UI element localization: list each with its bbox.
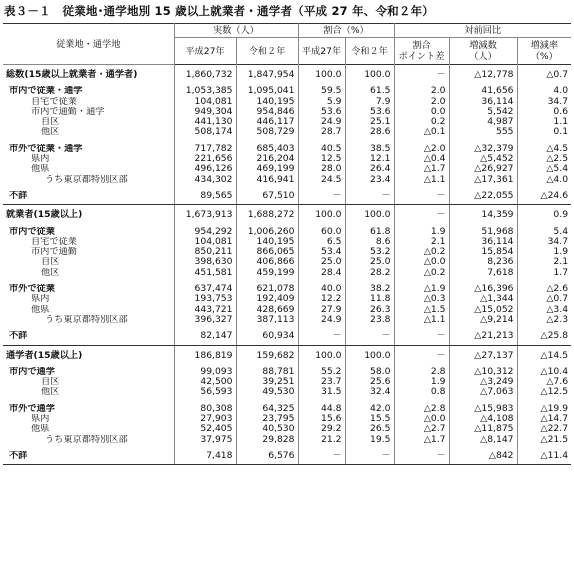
cell-point-diff: △1.5 bbox=[394, 305, 449, 315]
cell-h27-count: 82,147 bbox=[174, 331, 236, 345]
cell-r2-share: 61.8 bbox=[345, 227, 394, 237]
cell-h27-share: － bbox=[298, 331, 345, 345]
cell-r2-share: 61.5 bbox=[345, 86, 394, 96]
cell-change-rate: △2.6 bbox=[546, 284, 569, 295]
cell-r2-share: 25.0 bbox=[345, 257, 394, 267]
cell-point-diff: △1.1 bbox=[394, 315, 449, 325]
header-change-rate: 増減率 （%） bbox=[530, 40, 559, 62]
cell-r2-share: 26.3 bbox=[345, 305, 394, 315]
cell-r2-count: 685,403 bbox=[236, 144, 298, 154]
row-label: 市外で従業 bbox=[3, 284, 174, 294]
cell-change-count: △27,137 bbox=[449, 345, 517, 361]
cell-r2-count: 387,113 bbox=[236, 315, 298, 325]
table-row bbox=[3, 257, 571, 267]
cell-h27-share: － bbox=[298, 191, 345, 205]
row-label: 市内で通勤 bbox=[3, 247, 174, 257]
cell-r2-count: 1,095,041 bbox=[236, 86, 298, 96]
row-label: 他区 bbox=[3, 387, 174, 397]
header-h27-count: 平成27年 bbox=[174, 38, 236, 65]
header-change-count: 増減数 （人） bbox=[449, 38, 517, 65]
cell-change-count: △22,055 bbox=[449, 191, 517, 205]
row-label: 自区 bbox=[3, 377, 174, 387]
cell-point-diff: △2.0 bbox=[394, 144, 449, 154]
cell-change-rate: △24.6 bbox=[517, 191, 571, 205]
cell-change-count: △12,778 bbox=[449, 65, 517, 81]
cell-r2-share: 26.4 bbox=[345, 164, 394, 174]
cell-r2-share: 7.9 bbox=[345, 97, 394, 107]
cell-r2-count: 508,729 bbox=[236, 127, 298, 137]
cell-point-diff: 1.9 bbox=[394, 377, 449, 387]
cell-change-rate: 34.7 bbox=[547, 96, 569, 107]
table-row bbox=[3, 127, 571, 137]
table-row bbox=[3, 117, 571, 127]
cell-point-diff: － bbox=[394, 345, 449, 361]
cell-h27-share: 40.0 bbox=[298, 284, 345, 294]
cell-point-diff: △2.8 bbox=[394, 404, 449, 414]
cell-change-rate: △12.5 bbox=[540, 387, 569, 398]
table-row bbox=[3, 247, 571, 257]
table-row bbox=[3, 451, 571, 465]
table-row bbox=[3, 175, 571, 185]
cell-point-diff: － bbox=[394, 451, 449, 465]
row-label: 市内で通勤・通学 bbox=[3, 107, 174, 117]
row-label: 市外で従業・通学 bbox=[3, 144, 174, 154]
cell-r2-count: 1,688,272 bbox=[236, 205, 298, 221]
header-group-counts: 実数（人） bbox=[174, 24, 298, 38]
cell-h27-share: 24.9 bbox=[298, 117, 345, 127]
cell-change-count: 8,236 bbox=[449, 257, 517, 267]
row-label: 通学者(15歳以上) bbox=[3, 345, 174, 361]
cell-h27-share: 100.0 bbox=[298, 205, 345, 221]
cell-change-count: △8,147 bbox=[449, 435, 517, 445]
table-row bbox=[3, 305, 571, 315]
cell-change-rate: △0.7 bbox=[546, 69, 569, 80]
cell-point-diff: △0.2 bbox=[394, 247, 449, 257]
cell-change-count: 41,656 bbox=[449, 86, 517, 96]
cell-r2-count: 1,006,260 bbox=[236, 227, 298, 237]
cell-point-diff: 2.0 bbox=[394, 86, 449, 96]
row-label: うち東京都特別区部 bbox=[3, 315, 174, 325]
cell-change-rate: △4.5 bbox=[546, 143, 569, 154]
cell-r2-share: 26.5 bbox=[345, 424, 394, 434]
cell-point-diff: △1.9 bbox=[394, 284, 449, 294]
cell-point-diff: － bbox=[394, 331, 449, 345]
cell-r2-count: 29,828 bbox=[236, 435, 298, 445]
cell-r2-count: 866,065 bbox=[236, 247, 298, 257]
row-label: 他県 bbox=[3, 164, 174, 174]
cell-change-count: 36,114 bbox=[449, 97, 517, 107]
cell-r2-share: 25.1 bbox=[345, 117, 394, 127]
cell-h27-count: 1,673,913 bbox=[174, 205, 236, 221]
cell-change-count: 555 bbox=[449, 127, 517, 137]
cell-change-rate: 2.1 bbox=[553, 257, 569, 268]
cell-r2-count: 159,682 bbox=[236, 345, 298, 361]
row-label: 県内 bbox=[3, 294, 174, 304]
cell-h27-share: 27.9 bbox=[298, 305, 345, 315]
cell-r2-count: 88,781 bbox=[236, 367, 298, 377]
header-r2-share: 令和２年 bbox=[345, 38, 394, 65]
row-label: 市内で通学 bbox=[3, 367, 174, 377]
cell-r2-share: 100.0 bbox=[345, 65, 394, 81]
row-label: 他県 bbox=[3, 424, 174, 434]
cell-change-count: 5,542 bbox=[449, 107, 517, 117]
cell-change-count: △842 bbox=[449, 451, 517, 465]
row-label: うち東京都特別区部 bbox=[3, 175, 174, 185]
cell-change-rate: △3.4 bbox=[546, 304, 569, 315]
cell-r2-share: 15.5 bbox=[345, 414, 394, 424]
cell-change-rate: 34.7 bbox=[547, 236, 569, 247]
cell-change-rate: △4.0 bbox=[546, 174, 569, 185]
cell-change-count: △16,396 bbox=[449, 284, 517, 294]
cell-h27-count: 398,630 bbox=[174, 257, 236, 267]
row-label: 他県 bbox=[3, 305, 174, 315]
cell-point-diff: 1.9 bbox=[394, 227, 449, 237]
cell-r2-count: 140,195 bbox=[236, 97, 298, 107]
table-header bbox=[3, 24, 571, 65]
row-label: 県内 bbox=[3, 154, 174, 164]
table-row bbox=[3, 367, 571, 377]
cell-point-diff: △1.7 bbox=[394, 435, 449, 445]
header-h27-share: 平成27年 bbox=[298, 38, 345, 65]
cell-r2-count: 140,195 bbox=[236, 237, 298, 247]
row-label: 市内で従業 bbox=[3, 227, 174, 237]
table-row bbox=[3, 345, 571, 361]
table-row bbox=[3, 191, 571, 205]
cell-h27-count: 80,308 bbox=[174, 404, 236, 414]
cell-point-diff: △0.0 bbox=[394, 257, 449, 267]
table-row bbox=[3, 435, 571, 445]
cell-r2-share: － bbox=[345, 331, 394, 345]
table-row bbox=[3, 268, 571, 278]
table-row bbox=[3, 331, 571, 345]
cell-h27-share: 100.0 bbox=[298, 345, 345, 361]
cell-h27-count: 99,093 bbox=[174, 367, 236, 377]
cell-point-diff: － bbox=[394, 65, 449, 81]
cell-h27-share: 28.0 bbox=[298, 164, 345, 174]
table-row bbox=[3, 414, 571, 424]
cell-change-count: 15,854 bbox=[449, 247, 517, 257]
cell-r2-count: 416,941 bbox=[236, 175, 298, 185]
header-group-change: 対前回比 bbox=[394, 24, 571, 38]
cell-r2-count: 40,530 bbox=[236, 424, 298, 434]
commute-table bbox=[3, 23, 571, 465]
cell-point-diff: △0.0 bbox=[394, 414, 449, 424]
row-label: 他区 bbox=[3, 127, 174, 137]
cell-r2-count: 49,530 bbox=[236, 387, 298, 397]
row-label: 自宅で従業 bbox=[3, 97, 174, 107]
cell-h27-count: 52,405 bbox=[174, 424, 236, 434]
cell-r2-share: 11.8 bbox=[345, 294, 394, 304]
table-row bbox=[3, 424, 571, 434]
cell-change-rate: △10.4 bbox=[540, 366, 569, 377]
cell-point-diff: △0.2 bbox=[394, 268, 449, 278]
header-r2-count: 令和２年 bbox=[236, 38, 298, 65]
table-row bbox=[3, 205, 571, 221]
cell-h27-count: 1,053,385 bbox=[174, 86, 236, 96]
cell-h27-share: 23.7 bbox=[298, 377, 345, 387]
cell-r2-share: 38.5 bbox=[345, 144, 394, 154]
cell-r2-count: 216,204 bbox=[236, 154, 298, 164]
cell-change-rate: 1.1 bbox=[553, 117, 569, 128]
table-row bbox=[3, 404, 571, 414]
row-label: 総数(15歳以上就業者・通学者) bbox=[3, 65, 174, 81]
cell-change-rate: △0.7 bbox=[546, 294, 569, 305]
cell-r2-share: 32.4 bbox=[345, 387, 394, 397]
cell-change-rate: 0.6 bbox=[553, 106, 569, 117]
cell-r2-count: 23,795 bbox=[236, 414, 298, 424]
cell-h27-count: 89,565 bbox=[174, 191, 236, 205]
table-row bbox=[3, 284, 571, 294]
table-row bbox=[3, 294, 571, 304]
cell-h27-count: 637,474 bbox=[174, 284, 236, 294]
cell-h27-share: 59.5 bbox=[298, 86, 345, 96]
table-row bbox=[3, 107, 571, 117]
cell-change-count: △4,108 bbox=[449, 414, 517, 424]
cell-change-rate: △19.9 bbox=[540, 403, 569, 414]
cell-r2-count: 192,409 bbox=[236, 294, 298, 304]
cell-h27-share: 55.2 bbox=[298, 367, 345, 377]
header-group-share: 割合（%） bbox=[298, 24, 394, 38]
cell-h27-count: 186,819 bbox=[174, 345, 236, 361]
table-row bbox=[3, 315, 571, 325]
cell-h27-count: 1,860,732 bbox=[174, 65, 236, 81]
cell-point-diff: 2.0 bbox=[394, 97, 449, 107]
cell-r2-count: 60,934 bbox=[236, 331, 298, 345]
table-row bbox=[3, 97, 571, 107]
cell-r2-share: 53.6 bbox=[345, 107, 394, 117]
row-label: 自宅で従業 bbox=[3, 237, 174, 247]
cell-point-diff: 2.8 bbox=[394, 367, 449, 377]
cell-point-diff: △0.3 bbox=[394, 294, 449, 304]
cell-h27-count: 221,656 bbox=[174, 154, 236, 164]
cell-point-diff: － bbox=[394, 191, 449, 205]
table-row bbox=[3, 227, 571, 237]
cell-r2-count: 1,847,954 bbox=[236, 65, 298, 81]
cell-h27-count: 508,174 bbox=[174, 127, 236, 137]
cell-h27-share: 40.5 bbox=[298, 144, 345, 154]
cell-point-diff: △0.4 bbox=[394, 154, 449, 164]
cell-h27-count: 443,721 bbox=[174, 305, 236, 315]
cell-change-rate: △2.3 bbox=[546, 314, 569, 325]
cell-change-count: △9,214 bbox=[449, 315, 517, 325]
header-point-diff: 割合 ポイント差 bbox=[394, 38, 449, 65]
cell-r2-share: 23.4 bbox=[345, 175, 394, 185]
cell-change-rate: 1.9 bbox=[553, 247, 569, 258]
cell-h27-count: 56,593 bbox=[174, 387, 236, 397]
cell-change-rate: 1.7 bbox=[553, 267, 569, 278]
cell-point-diff: 2.1 bbox=[394, 237, 449, 247]
cell-h27-count: 37,975 bbox=[174, 435, 236, 445]
cell-change-rate: △14.5 bbox=[540, 349, 569, 361]
cell-r2-share: 38.2 bbox=[345, 284, 394, 294]
cell-r2-count: 406,866 bbox=[236, 257, 298, 267]
row-label: 自区 bbox=[3, 257, 174, 267]
row-label: うち東京都特別区部 bbox=[3, 435, 174, 445]
cell-change-rate: △5.4 bbox=[546, 164, 569, 175]
cell-change-count: 51,968 bbox=[449, 227, 517, 237]
cell-h27-share: 15.6 bbox=[298, 414, 345, 424]
cell-h27-count: 441,130 bbox=[174, 117, 236, 127]
cell-change-count: △26,927 bbox=[449, 164, 517, 174]
cell-point-diff: △1.7 bbox=[394, 164, 449, 174]
cell-h27-count: 396,327 bbox=[174, 315, 236, 325]
cell-r2-count: 428,669 bbox=[236, 305, 298, 315]
cell-change-rate: 0.1 bbox=[553, 127, 569, 138]
cell-change-count: △17,361 bbox=[449, 175, 517, 185]
table-body bbox=[3, 65, 571, 465]
cell-point-diff: △1.1 bbox=[394, 175, 449, 185]
cell-r2-count: 954,846 bbox=[236, 107, 298, 117]
row-label: 自区 bbox=[3, 117, 174, 127]
cell-change-count: △11,875 bbox=[449, 424, 517, 434]
cell-change-count: △1,344 bbox=[449, 294, 517, 304]
table-row bbox=[3, 86, 571, 96]
cell-r2-share: 23.8 bbox=[345, 315, 394, 325]
cell-h27-count: 27,903 bbox=[174, 414, 236, 424]
cell-change-count: △15,052 bbox=[449, 305, 517, 315]
table-row bbox=[3, 144, 571, 154]
cell-r2-share: 100.0 bbox=[345, 345, 394, 361]
table-row bbox=[3, 164, 571, 174]
row-label: 不詳 bbox=[3, 451, 174, 465]
row-label: 不詳 bbox=[3, 331, 174, 345]
cell-change-count: 14,359 bbox=[449, 205, 517, 221]
table-row bbox=[3, 387, 571, 397]
cell-r2-count: 459,199 bbox=[236, 268, 298, 278]
cell-point-diff: △0.1 bbox=[394, 127, 449, 137]
cell-r2-share: － bbox=[345, 191, 394, 205]
cell-change-count: △5,452 bbox=[449, 154, 517, 164]
table-row bbox=[3, 237, 571, 247]
cell-h27-count: 7,418 bbox=[174, 451, 236, 465]
cell-h27-count: 42,500 bbox=[174, 377, 236, 387]
cell-h27-share: 24.9 bbox=[298, 315, 345, 325]
cell-r2-count: 446,117 bbox=[236, 117, 298, 127]
cell-r2-share: 53.2 bbox=[345, 247, 394, 257]
cell-r2-share: 25.6 bbox=[345, 377, 394, 387]
cell-h27-share: 28.7 bbox=[298, 127, 345, 137]
cell-h27-share: 100.0 bbox=[298, 65, 345, 81]
cell-point-diff: 0.2 bbox=[394, 117, 449, 127]
cell-r2-count: 621,078 bbox=[236, 284, 298, 294]
cell-h27-share: 28.4 bbox=[298, 268, 345, 278]
cell-h27-share: 29.2 bbox=[298, 424, 345, 434]
cell-r2-count: 469,199 bbox=[236, 164, 298, 174]
cell-change-rate: 5.4 bbox=[553, 226, 569, 237]
cell-change-rate: 0.9 bbox=[553, 209, 569, 221]
row-label: 市外で通学 bbox=[3, 404, 174, 414]
cell-h27-count: 954,292 bbox=[174, 227, 236, 237]
cell-h27-share: 60.0 bbox=[298, 227, 345, 237]
cell-h27-count: 451,581 bbox=[174, 268, 236, 278]
cell-h27-share: 53.4 bbox=[298, 247, 345, 257]
cell-change-rate: △11.4 bbox=[517, 451, 571, 465]
cell-h27-share: 44.8 bbox=[298, 404, 345, 414]
cell-change-rate: △2.5 bbox=[546, 154, 569, 165]
row-label: 就業者(15歳以上) bbox=[3, 205, 174, 221]
cell-point-diff: 0.8 bbox=[394, 387, 449, 397]
cell-change-count: △3,249 bbox=[449, 377, 517, 387]
cell-change-rate: △21.5 bbox=[540, 434, 569, 445]
cell-r2-count: 67,510 bbox=[236, 191, 298, 205]
cell-change-count: △21,213 bbox=[449, 331, 517, 345]
cell-r2-share: 12.1 bbox=[345, 154, 394, 164]
cell-change-count: △7,063 bbox=[449, 387, 517, 397]
cell-h27-share: 25.0 bbox=[298, 257, 345, 267]
cell-r2-share: 19.5 bbox=[345, 435, 394, 445]
cell-change-count: △10,312 bbox=[449, 367, 517, 377]
cell-h27-count: 496,126 bbox=[174, 164, 236, 174]
row-label: 他区 bbox=[3, 268, 174, 278]
cell-h27-share: － bbox=[298, 451, 345, 465]
cell-r2-share: 8.6 bbox=[345, 237, 394, 247]
cell-h27-count: 193,753 bbox=[174, 294, 236, 304]
cell-h27-share: 24.5 bbox=[298, 175, 345, 185]
row-label: 不詳 bbox=[3, 191, 174, 205]
cell-change-rate: △7.6 bbox=[546, 377, 569, 388]
cell-change-rate: △22.7 bbox=[540, 424, 569, 435]
table-row bbox=[3, 154, 571, 164]
cell-change-count: △15,983 bbox=[449, 404, 517, 414]
cell-r2-share: 100.0 bbox=[345, 205, 394, 221]
cell-h27-share: 31.5 bbox=[298, 387, 345, 397]
row-label: 市内で従業・通学 bbox=[3, 86, 174, 96]
cell-change-count: △32,379 bbox=[449, 144, 517, 154]
cell-h27-share: 5.9 bbox=[298, 97, 345, 107]
cell-change-rate: 4.0 bbox=[553, 86, 569, 97]
cell-point-diff: 0.0 bbox=[394, 107, 449, 117]
cell-point-diff: △2.7 bbox=[394, 424, 449, 434]
cell-point-diff: － bbox=[394, 205, 449, 221]
cell-change-count: 4,987 bbox=[449, 117, 517, 127]
cell-h27-share: 6.5 bbox=[298, 237, 345, 247]
cell-r2-share: 28.6 bbox=[345, 127, 394, 137]
cell-h27-count: 104,081 bbox=[174, 237, 236, 247]
cell-r2-share: 28.2 bbox=[345, 268, 394, 278]
table-row bbox=[3, 65, 571, 81]
cell-h27-share: 21.2 bbox=[298, 435, 345, 445]
cell-h27-share: 12.2 bbox=[298, 294, 345, 304]
row-label: 県内 bbox=[3, 414, 174, 424]
cell-change-count: 36,114 bbox=[449, 237, 517, 247]
table-title: 表３－１ 従業地･通学地別 15 歳以上就業者・通学者（平成 27 年、令和２年） bbox=[4, 4, 434, 18]
cell-h27-count: 104,081 bbox=[174, 97, 236, 107]
cell-r2-share: 42.0 bbox=[345, 404, 394, 414]
cell-change-rate: △25.8 bbox=[517, 331, 571, 345]
cell-r2-count: 39,251 bbox=[236, 377, 298, 387]
cell-h27-count: 717,782 bbox=[174, 144, 236, 154]
cell-r2-count: 6,576 bbox=[236, 451, 298, 465]
cell-r2-count: 64,325 bbox=[236, 404, 298, 414]
cell-h27-count: 850,211 bbox=[174, 247, 236, 257]
table-row bbox=[3, 377, 571, 387]
cell-change-rate: △14.7 bbox=[540, 414, 569, 425]
cell-r2-share: 58.0 bbox=[345, 367, 394, 377]
cell-h27-share: 12.5 bbox=[298, 154, 345, 164]
cell-r2-share: － bbox=[345, 451, 394, 465]
cell-h27-share: 53.6 bbox=[298, 107, 345, 117]
cell-h27-count: 434,302 bbox=[174, 175, 236, 185]
cell-change-count: 7,618 bbox=[449, 268, 517, 278]
header-location: 従業地・通学地 bbox=[3, 24, 174, 65]
cell-h27-count: 949,304 bbox=[174, 107, 236, 117]
